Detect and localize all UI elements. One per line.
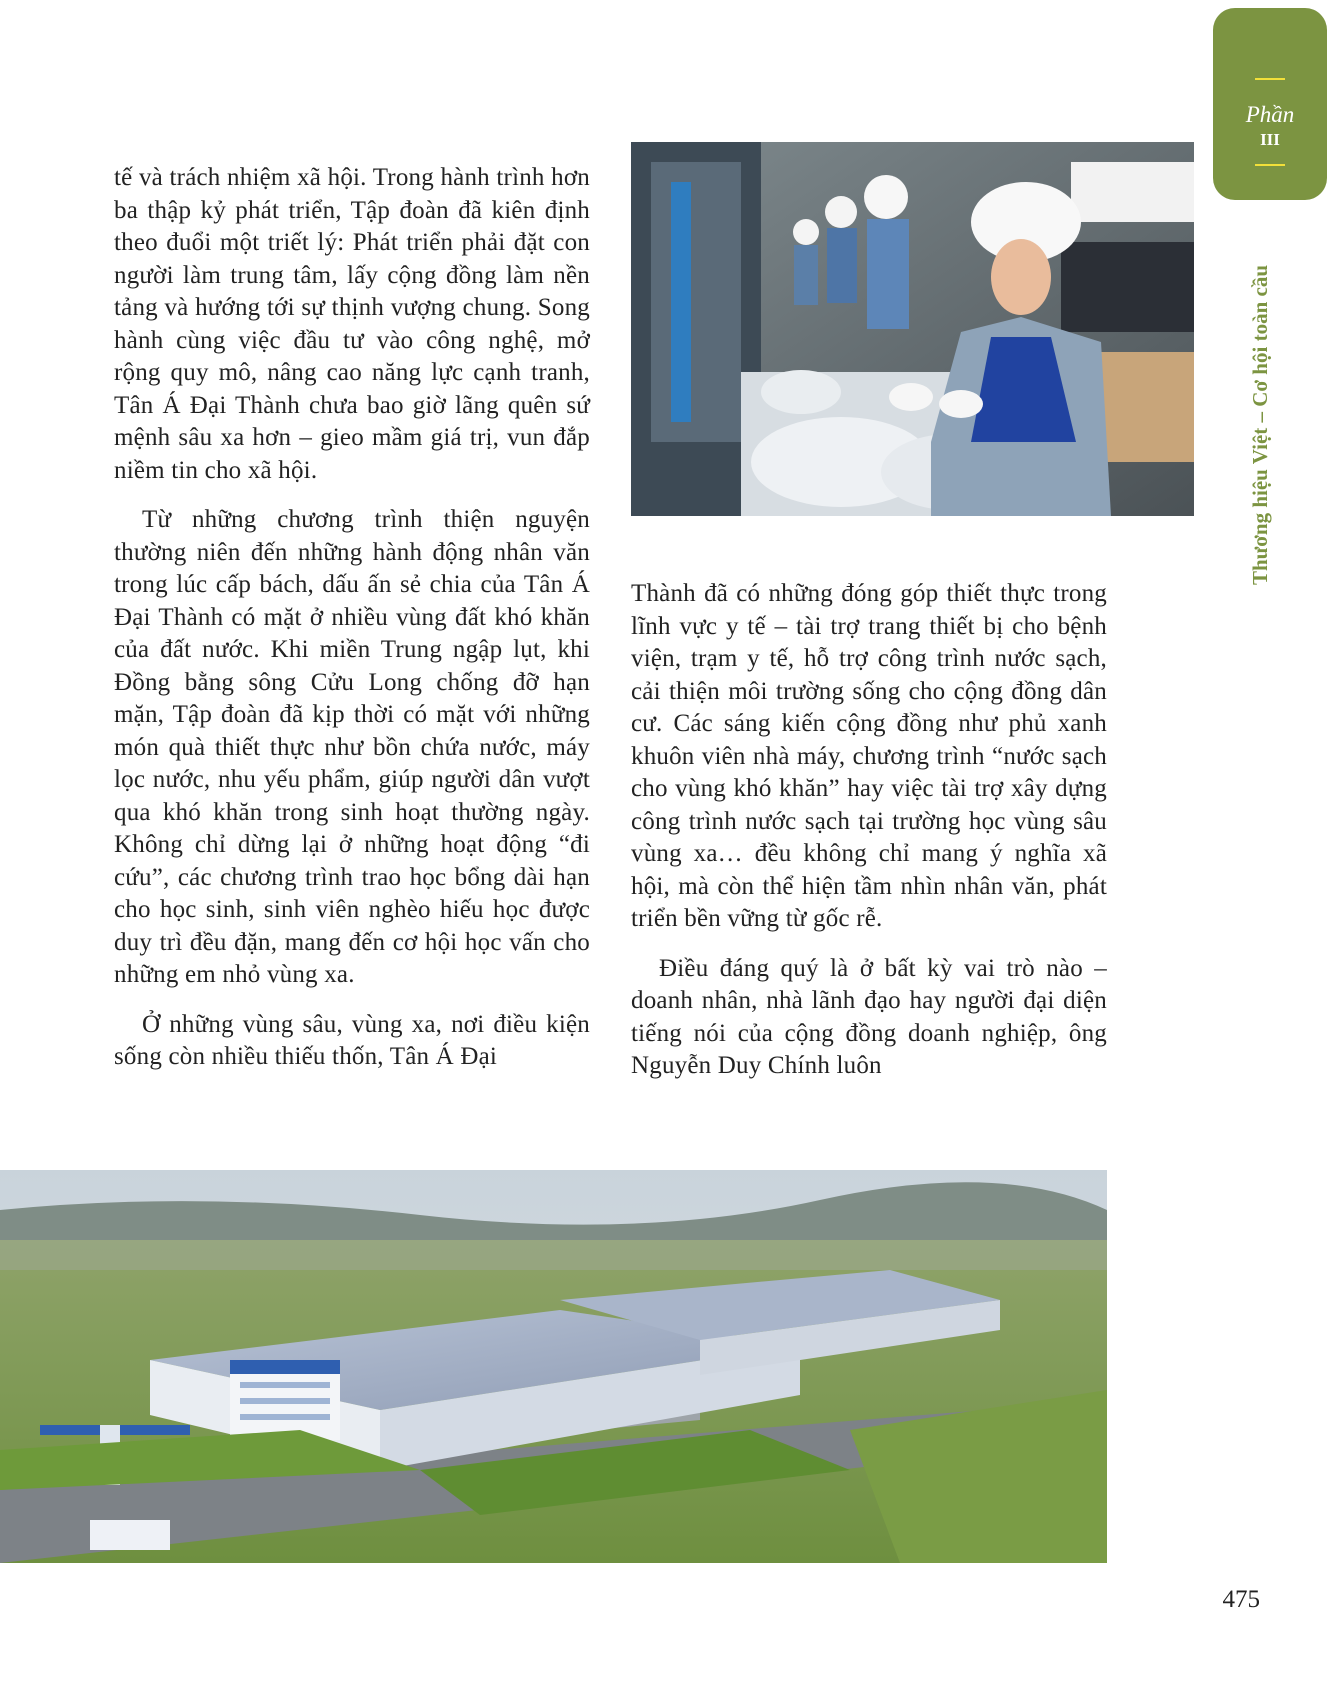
paragraph: Điều đáng quý là ở bất kỳ vai trò nào – doanh nhân, nhà lãnh đạo hay người đại diện tiếng nói của cộng đồng doanh nghiệp, ông Nguyễn Duy Chính luôn xyxy=(631,954,1107,1079)
tab-divider-bottom xyxy=(1255,164,1285,166)
paragraph: Thành đã có những đóng góp thiết thực trong lĩnh vực y tế – tài trợ trang thiết bị cho bệnh viện, trạm y tế, hỗ trợ công trình nước sạch, cải thiện môi trường sống cho cộng đồng dân cư. Các sáng kiến cộng đồng như phủ xanh khuôn viên nhà máy, chương trình “nước sạch cho vùng khó khăn” hay việc tài trợ xây dựng công trình nước sạch tại trường học vùng sâu vùng xa… đều không chỉ mang ý nghĩa xã hội, mà còn thể hiện tầm nhìn nhân văn, phát triển bền vững từ gốc rễ. xyxy=(631,580,1107,932)
paragraph: Từ những chương trình thiện nguyện thường niên đến những hành động nhân văn trong lúc cấp bách, dấu ấn sẻ chia của Tân Á Đại Thành có mặt ở nhiều vùng đất khó khăn của đất nước. Khi miền Trung ngập lụt, khi Đồng bằng sông Cửu Long chống đỡ hạn mặn, Tập đoàn đã kịp thời có mặt với những món quà thiết thực như bồn chứa nước, máy lọc nước, nhu yếu phẩm, giúp người dân vượt qua khó khăn trong sinh hoạt thường ngày. Không chỉ dừng lại ở những hoạt động “đi cứu”, các chương trình trao học bổng dài hạn cho học sinh, sinh viên nghèo hiếu học được duy trì đều đặn, mang đến cơ hội học vấn cho những em nhỏ vùng xa. xyxy=(114,506,590,988)
right-text-column xyxy=(631,578,1107,1100)
factory-workers-photo xyxy=(631,142,1194,516)
paragraph: tế và trách nhiệm xã hội. Trong hành trình hơn ba thập kỷ phát triển, Tập đoàn đã kiên định theo đuổi một triết lý: Phát triển phải đặt con người làm trung tâm, lấy cộng đồng làm nền tảng và hướng tới sự thịnh vượng chung. Song hành cùng việc đầu tư vào công nghệ, mở rộng quy mô, nâng cao năng lực cạnh tranh, Tân Á Đại Thành chưa bao giờ lãng quên sứ mệnh sâu xa hơn – gieo mầm giá trị, vun đắp niềm tin cho xã hội. xyxy=(114,164,590,484)
left-text-column xyxy=(114,162,590,1091)
section-number: III xyxy=(1260,130,1280,149)
tab-divider-top xyxy=(1255,78,1285,80)
running-title: Thương hiệu Việt – Cơ hội toàn cầu xyxy=(1248,265,1272,585)
page-number: 475 xyxy=(1222,1586,1260,1613)
section-tab xyxy=(1213,8,1327,200)
factory-aerial-photo xyxy=(0,1170,1107,1563)
section-label: Phần xyxy=(1245,102,1295,127)
paragraph: Ở những vùng sâu, vùng xa, nơi điều kiện sống còn nhiều thiếu thốn, Tân Á Đại xyxy=(114,1010,590,1070)
